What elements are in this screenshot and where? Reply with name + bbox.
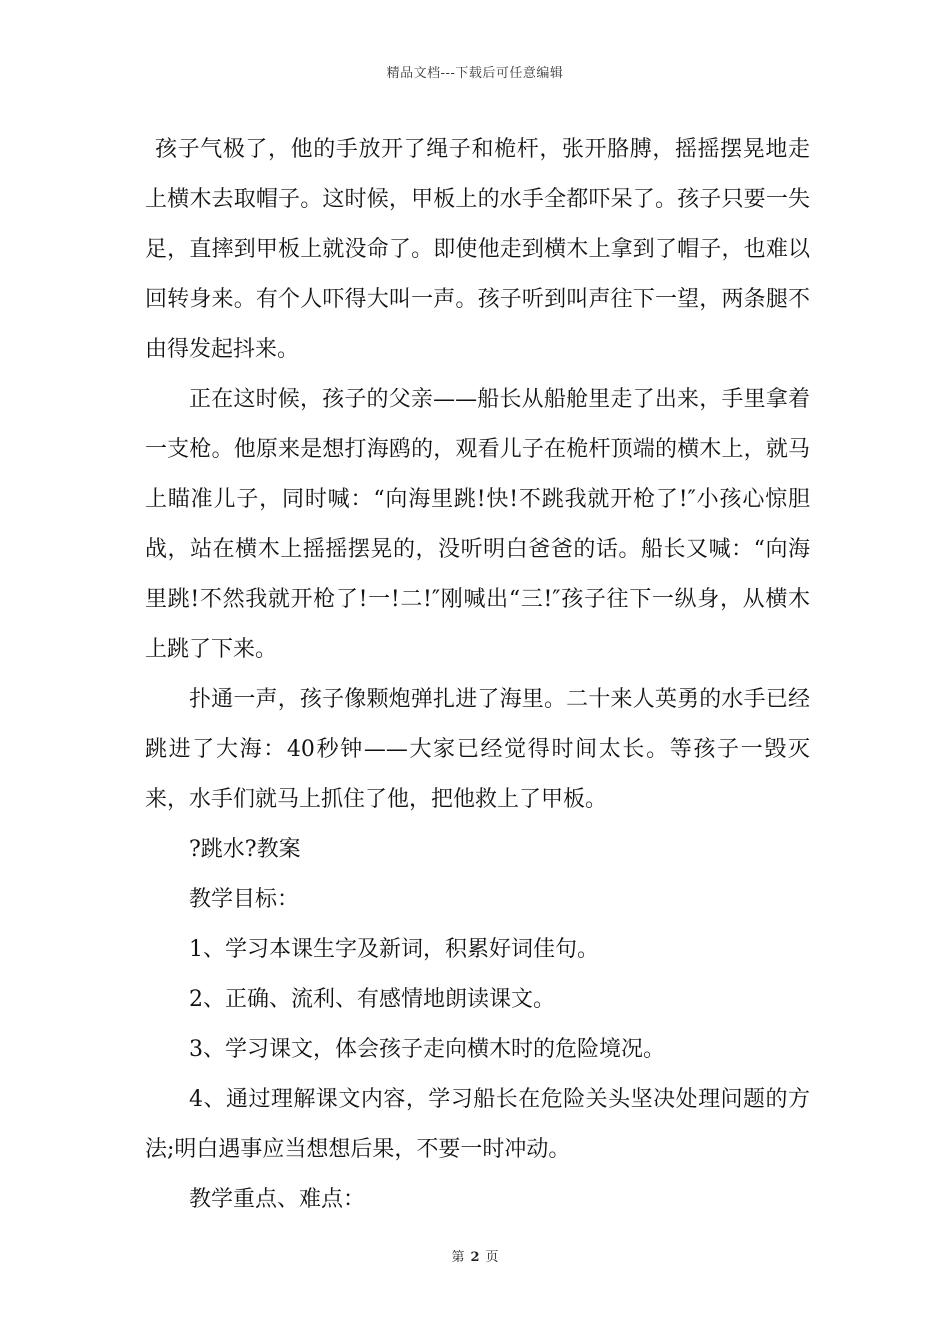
- objective-1: 1、学习本课生字及新词，积累好词佳句。: [189, 937, 599, 962]
- objective-4: 4、通过理解课文内容，学习船长在危险关头坚决处理问题的方法;明白遇事应当想想后果，不要一时冲动。: [145, 1087, 810, 1162]
- paragraph-1: 孩子气极了，他的手放开了绳子和桅杆，张开胳膊，摇摇摆晃地走上横木去取帽子。这时候，甲板上的水手全都吓呆了。孩子只要一失足，直摔到甲板上就没命了。即使他走到横木上拿到了帽子，也难以回转身来。有个人吓得大叫一声。孩子听到叫声往下一望，两条腿不由得发起抖来。: [145, 137, 810, 362]
- document-body: [145, 125, 810, 1225]
- page-footer: [0, 1246, 950, 1265]
- page-number: 2: [470, 1250, 480, 1265]
- key-points-heading: 教学重点、难点：: [189, 1187, 366, 1212]
- section-title: ?跳水?教案: [189, 837, 301, 862]
- paragraph-3: 扑通一声，孩子像颗炮弹扎进了海里。二十来人英勇的水手已经跳进了大海：40秒钟——大家已经觉得时间太长。等孩子一毁灭来，水手们就马上抓住了他，把他救上了甲板。: [145, 687, 810, 812]
- page-header: 精品文档---下载后可任意编辑: [386, 66, 564, 81]
- footer-suffix: 页: [485, 1250, 499, 1265]
- paragraph-2: 正在这时候，孩子的父亲——船长从船舱里走了出来，手里拿着一支枪。他原来是想打海鸥的，观看儿子在桅杆顶端的横木上，就马上瞄准儿子，同时喊：“向海里跳!快!不跳我就开枪了!″小孩心惊胆战，站在横木上摇摇摆晃的，没听明白爸爸的话。船长又喊：“向海里跳!不然我就开枪了!一!二!″刚喊出“三!″孩子往下一纵身，从横木上跳了下来。: [145, 387, 810, 662]
- footer-prefix: 第: [451, 1250, 465, 1265]
- objective-3: 3、学习课文，体会孩子走向横木时的危险境况。: [189, 1037, 665, 1062]
- objective-2: 2、正确、流利、有感情地朗读课文。: [189, 987, 555, 1012]
- objectives-heading: 教学目标：: [189, 887, 300, 912]
